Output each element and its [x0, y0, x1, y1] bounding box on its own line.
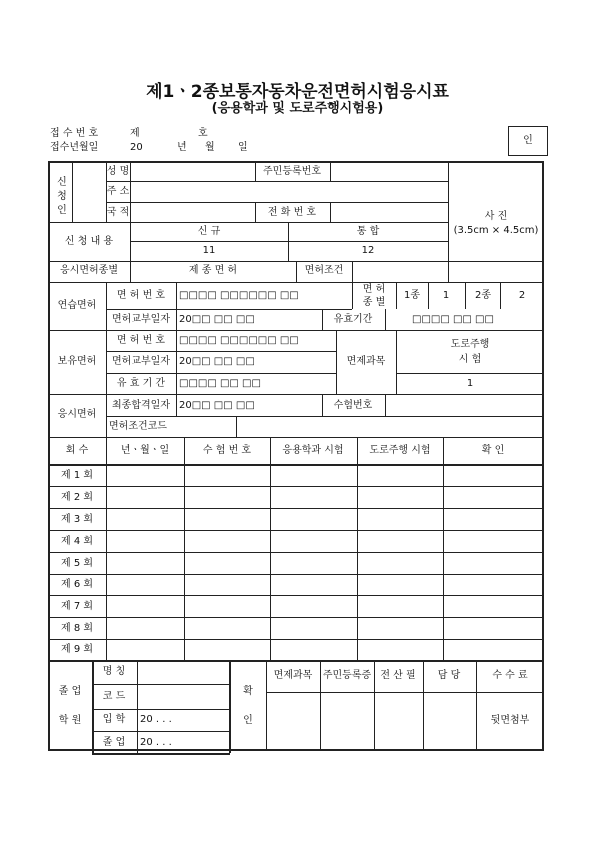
- line: [48, 282, 544, 283]
- line: [255, 161, 256, 182]
- line: [48, 595, 544, 596]
- header-road-test: 도로주행 시험: [369, 445, 431, 456]
- line: [423, 660, 424, 751]
- line: [137, 660, 138, 753]
- new-code: 11: [202, 245, 216, 256]
- attempt-row-label: 제 6 회: [60, 579, 94, 590]
- header-round: 회 수: [65, 445, 89, 456]
- line: [236, 416, 237, 437]
- line: [322, 394, 323, 416]
- attempt-row-label: 제 5 회: [60, 558, 94, 569]
- header-exam-no: 수 험 번 호: [202, 445, 252, 456]
- combined-code: 12: [361, 245, 375, 256]
- condition-code-label: 면허조건코드: [109, 421, 167, 432]
- line: [106, 181, 448, 182]
- header-applied-test: 응용학과 시험: [282, 445, 344, 456]
- line: [443, 437, 444, 660]
- combined-label: 통 합: [356, 226, 380, 237]
- fee-resident-card: 주민등록증: [322, 670, 372, 681]
- form-frame: [48, 161, 544, 751]
- receipt-date-m: 월: [205, 142, 215, 153]
- holding-license-no-value: □□□□ □□□□□□ □□: [179, 335, 299, 346]
- fee-officer: 담 당: [437, 670, 461, 681]
- line: [48, 552, 544, 553]
- receipt-date-d: 일: [238, 142, 248, 153]
- fee-exempt-subject: 면제과목: [273, 670, 313, 681]
- line: [266, 692, 544, 693]
- line: [72, 161, 73, 222]
- new-label: 신 규: [197, 226, 221, 237]
- fee-computer: 전 산 필: [380, 670, 416, 681]
- attempt-row-label: 제 3 회: [60, 514, 94, 525]
- line thick: [48, 437, 544, 438]
- line: [322, 309, 323, 330]
- attempt-row-label: 제 4 회: [60, 536, 94, 547]
- line: [130, 161, 131, 282]
- line: [428, 282, 429, 309]
- line: [48, 508, 544, 509]
- road-test-code: 1: [466, 378, 474, 389]
- road-test-label-2: 시 험: [458, 354, 482, 365]
- attempt-row-label: 제 2 회: [60, 492, 94, 503]
- license-type-label: 응시면허종별: [60, 265, 118, 276]
- line: [48, 464, 544, 466]
- line: [336, 330, 337, 394]
- line: [48, 530, 544, 531]
- seal-box: [508, 126, 548, 156]
- practice-valid-value: □□□□ □□ □□: [412, 314, 494, 325]
- line: [396, 330, 397, 394]
- line: [374, 660, 375, 751]
- class2-code: 2: [518, 290, 526, 301]
- line: [288, 222, 289, 261]
- header-confirm: 확 인: [481, 445, 505, 456]
- header-date: 년ㆍ월ㆍ일: [120, 445, 170, 456]
- practice-license-no-value: □□□□ □□□□□□ □□: [179, 290, 299, 301]
- line: [106, 373, 336, 374]
- graduate-label: 졸 업: [102, 737, 126, 748]
- class1-code: 1: [442, 290, 450, 301]
- line: [48, 486, 544, 487]
- photo-size: (3.5cm × 4.5cm): [453, 225, 539, 236]
- fee-amount: 수 수 료: [492, 670, 528, 681]
- receipt-no-je: 제: [130, 128, 140, 139]
- class2-label: 2종: [474, 290, 492, 301]
- exempt-subject-label: 면제과목: [346, 356, 386, 367]
- line: [92, 660, 94, 753]
- phone-label: 전 화 번 호: [267, 207, 317, 218]
- line: [385, 394, 386, 416]
- final-pass-date-label: 최종합격일자: [112, 400, 170, 411]
- line: [48, 330, 544, 331]
- practice-type-label-1: 면 허: [362, 284, 386, 295]
- line: [255, 202, 256, 222]
- receipt-date-year: 20: [130, 142, 143, 153]
- line: [357, 437, 358, 660]
- line: [48, 660, 544, 662]
- practice-type-label-2: 종 별: [362, 297, 386, 308]
- holding-license-label: 보유면허: [57, 356, 97, 367]
- line: [106, 309, 352, 310]
- line: [48, 222, 448, 223]
- line: [266, 660, 267, 751]
- address-label: 주 소: [106, 186, 130, 197]
- exam-license-label: 응시면허: [57, 409, 97, 420]
- holding-issue-date-label: 면허교부일자: [112, 356, 170, 367]
- line: [106, 437, 107, 660]
- practice-license-no-label: 면 허 번 호: [116, 290, 166, 301]
- line: [330, 202, 331, 222]
- fee-note: 뒷면첨부: [490, 715, 530, 726]
- line: [330, 161, 331, 182]
- line: [385, 309, 386, 330]
- confirm-label-top: 확: [243, 686, 253, 697]
- graduate-value: 20 . . .: [140, 737, 172, 748]
- class1-label: 1종: [403, 290, 421, 301]
- page-title: 제1ㆍ2종보통자동차운전면허시험응시표: [146, 82, 449, 102]
- line: [106, 351, 336, 352]
- name-label: 성 명: [106, 166, 130, 177]
- line: [106, 416, 544, 417]
- line: [396, 282, 397, 309]
- line: [92, 731, 230, 732]
- receipt-no-ho: 호: [198, 128, 208, 139]
- line: [352, 282, 353, 309]
- line: [106, 202, 448, 203]
- line: [92, 753, 230, 755]
- holding-issue-date-value: 20□□ □□ □□: [179, 356, 255, 367]
- attempt-row-label: 제 7 회: [60, 601, 94, 612]
- seal-label: 인: [523, 135, 533, 146]
- line: [130, 241, 448, 242]
- application-content-label: 신 청 내 용: [64, 236, 114, 247]
- line: [48, 574, 544, 575]
- line: [352, 261, 353, 282]
- road-test-label-1: 도로주행: [450, 339, 490, 350]
- practice-license-label: 연습면허: [57, 300, 97, 311]
- resident-no-label: 주민등록번호: [263, 166, 321, 177]
- graduation-label-top: 졸 업: [58, 686, 82, 697]
- license-type-value: 제 종 면 허: [188, 265, 238, 276]
- practice-issue-date-value: 20□□ □□ □□: [179, 314, 255, 325]
- line: [448, 161, 449, 282]
- line: [500, 282, 501, 309]
- line: [320, 660, 321, 751]
- practice-issue-date-label: 면허교부일자: [112, 314, 170, 325]
- license-condition-label: 면허조건: [304, 265, 344, 276]
- line: [106, 282, 107, 437]
- line: [92, 709, 230, 710]
- line: [296, 261, 297, 282]
- holding-valid-value: □□□□ □□ □□: [179, 378, 261, 389]
- practice-valid-label: 유효기간: [333, 314, 373, 325]
- page-subtitle: (응용학과 및 도로주행시험용): [211, 101, 384, 116]
- attempt-row-label: 제 8 회: [60, 623, 94, 634]
- attempt-row-label: 제 9 회: [60, 644, 94, 655]
- line: [396, 373, 544, 374]
- photo-label: 사 진: [484, 211, 508, 222]
- line: [184, 437, 185, 660]
- final-pass-date-value: 20□□ □□ □□: [179, 400, 255, 411]
- line: [48, 617, 544, 618]
- applicant-label-1: 신: [57, 177, 67, 188]
- line: [270, 437, 271, 660]
- attempt-row-label: 제 1 회: [60, 470, 94, 481]
- graduation-label-bottom: 학 원: [58, 715, 82, 726]
- line: [476, 660, 477, 751]
- receipt-date-label: 접수년월일: [50, 142, 99, 153]
- line: [465, 282, 466, 309]
- receipt-no-label: 접 수 번 호: [50, 128, 99, 139]
- receipt-date-y: 년: [177, 142, 187, 153]
- holding-valid-label: 유 효 기 간: [116, 378, 166, 389]
- entry-label: 입 학: [102, 714, 126, 725]
- confirm-label-bottom: 인: [243, 715, 253, 726]
- exam-no-label: 수험번호: [333, 400, 373, 411]
- holding-license-no-label: 면 허 번 호: [116, 335, 166, 346]
- line: [48, 394, 544, 395]
- line: [176, 282, 177, 416]
- nationality-label: 국 적: [106, 207, 130, 218]
- line: [229, 660, 231, 753]
- academy-name-label: 명 칭: [102, 666, 126, 677]
- applicant-label-2: 청: [57, 191, 67, 202]
- applicant-label-3: 인: [57, 205, 67, 216]
- line: [48, 639, 544, 640]
- academy-code-label: 코 드: [102, 691, 126, 702]
- entry-value: 20 . . .: [140, 714, 172, 725]
- line: [92, 684, 230, 685]
